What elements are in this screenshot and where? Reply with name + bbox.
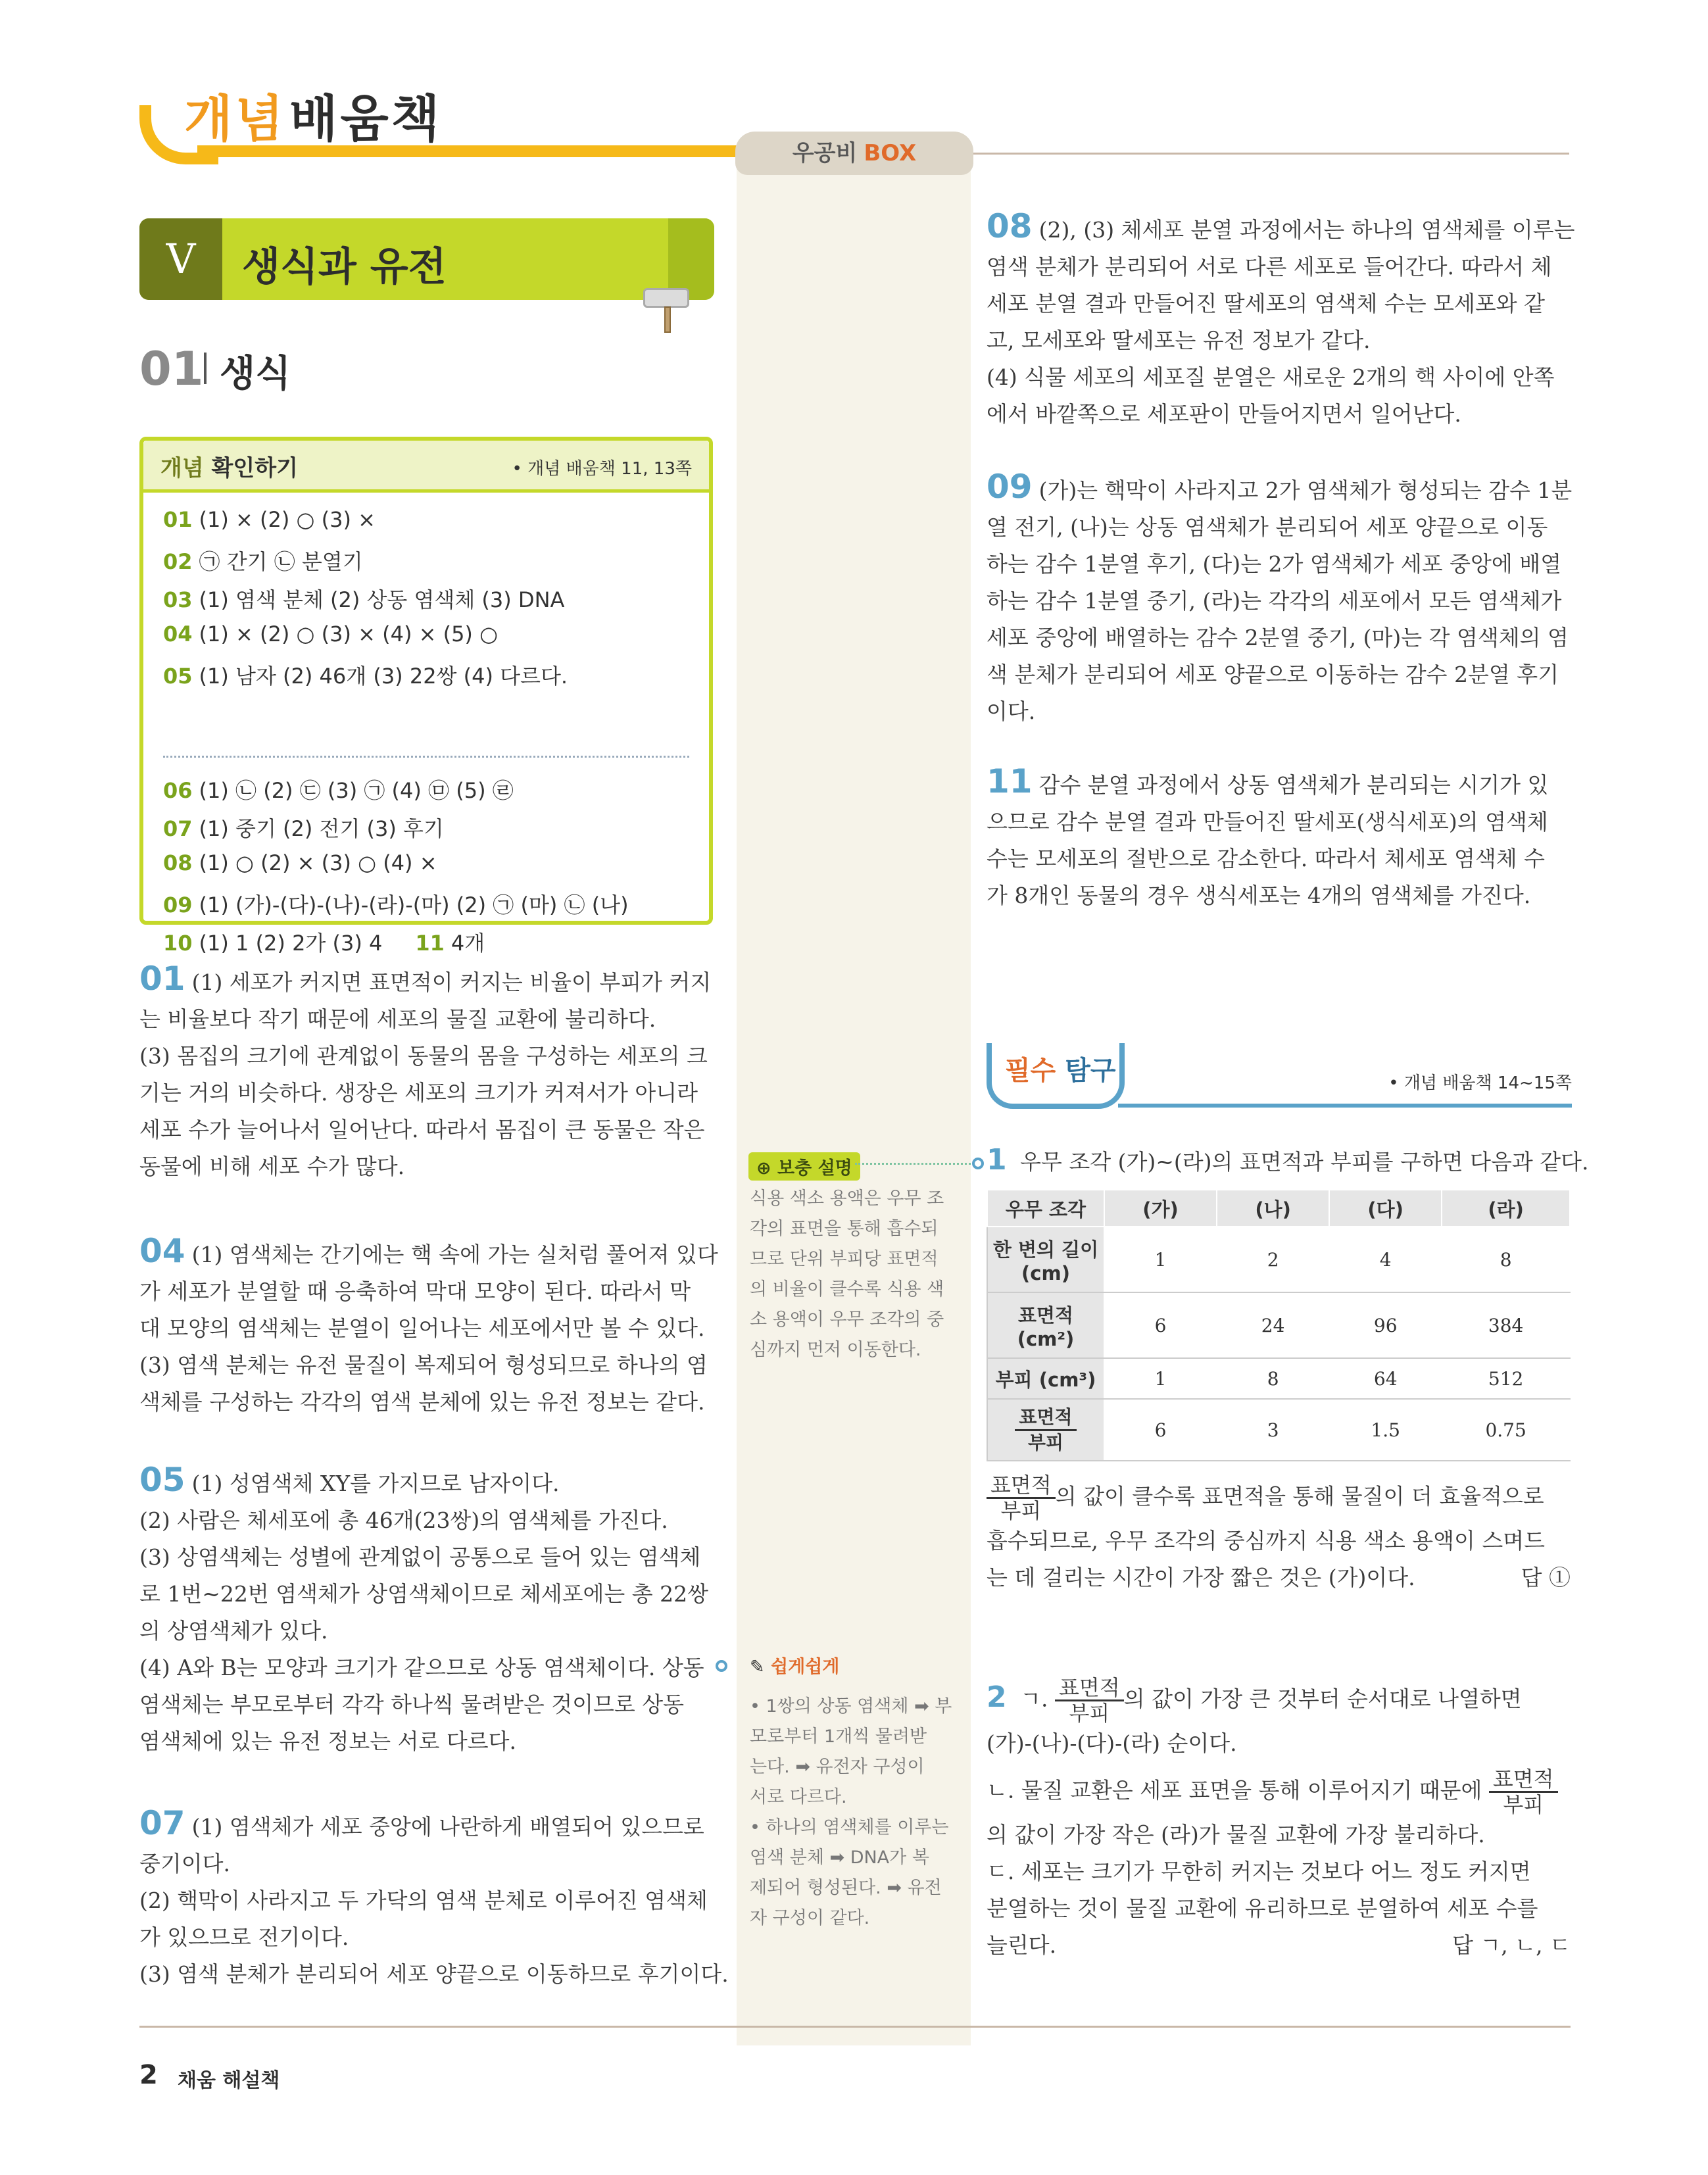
answer-mark: 답 ① [1521, 1565, 1571, 1590]
explanation-line: 세포 중앙에 배열하는 감수 2분열 중기, (마)는 각 염색체의 염 [987, 625, 1569, 650]
answer-line [163, 889, 629, 919]
explanation-11 [987, 763, 1571, 914]
explanation-line: 의 값이 클수록 표면적을 통해 물질이 더 효율적으로 [1055, 1483, 1544, 1509]
table-row [987, 1399, 1570, 1461]
note-line: 서로 다르다. [750, 1787, 847, 1807]
explanation-line: 는 비율보다 작기 때문에 세포의 물질 교환에 불리하다. [139, 1006, 656, 1032]
explanation-line: 수는 모세포의 절반으로 감소한다. 따라서 체세포 염색체 수 [987, 846, 1545, 871]
explanation-line: 가 세포가 분열할 때 응축하여 막대 모양이 된다. 따라서 막 [139, 1279, 691, 1304]
answer-line [163, 927, 485, 957]
ratio-fraction [987, 1473, 1056, 1523]
explanation-line: 이다. [987, 698, 1036, 724]
supplement-connector [855, 1163, 971, 1165]
box-tab-box: BOX [864, 140, 917, 166]
header-title-part1: 개념 [184, 89, 286, 148]
explanation-num: 11 [987, 762, 1033, 800]
explanation-num: 07 [139, 1804, 185, 1842]
answer-line [163, 660, 568, 690]
question-text: 우무 조각 (가)~(라)의 표면적과 부피를 구하면 다음과 같다. [1020, 1149, 1589, 1175]
answer-num: 08 [163, 850, 193, 875]
section-divider [204, 353, 207, 384]
answer-text: (1) 염색 분체 (2) 상동 염색체 (3) DNA [199, 587, 565, 612]
explanation-07 [139, 1804, 729, 1993]
check-title-b: 확인하기 [211, 455, 298, 481]
question-num: 1 [987, 1143, 1007, 1177]
explanation-line: 늘린다. [987, 1932, 1057, 1958]
explanation-line: (2) 핵막이 사라지고 두 가닥의 염색 분체로 이루어진 염색체 [139, 1888, 708, 1913]
answer-num: 04 [163, 622, 193, 647]
answer-num: 06 [163, 778, 193, 803]
note-line: 제되어 형성된다. ➡ 유전 [750, 1878, 942, 1898]
explanation-line: (1) 염색체가 세포 중앙에 나란하게 배열되어 있으므로 [191, 1814, 704, 1840]
answer-text: (1) 중기 (2) 전기 (3) 후기 [199, 816, 444, 841]
answer-num: 10 [163, 931, 193, 956]
table-cell: 384 [1442, 1292, 1570, 1358]
table-col: (다) [1329, 1190, 1442, 1227]
table-corner: 우무 조각 [987, 1190, 1104, 1227]
page-number: 2 [139, 2060, 158, 2090]
answer-text: (1) × (2) ○ (3) × (4) × (5) ○ [199, 622, 498, 647]
table-col: (가) [1104, 1190, 1217, 1227]
easy-label [750, 1652, 839, 1678]
ratio-fraction [1055, 1676, 1124, 1725]
explanation-line: (3) 염색 분체는 유전 물질이 복제되어 형성되므로 하나의 염 [139, 1352, 708, 1378]
explanation-09 [987, 468, 1571, 730]
answer-text: (1) 1 (2) 2가 (3) 4 [199, 931, 383, 956]
note-line: 염색 분체 ➡ DNA가 복 [750, 1847, 929, 1868]
answer-num: 01 [163, 507, 193, 532]
concept-check-box [139, 437, 713, 956]
row-label [987, 1399, 1104, 1461]
fraction-den: 부피 [1000, 1498, 1042, 1523]
explanation-line: (1) 세포가 커지면 표면적이 커지는 비율이 부피가 커지 [191, 969, 712, 995]
table-col: (라) [1442, 1190, 1570, 1227]
answer-mark: 답 ㄱ, ㄴ, ㄷ [1452, 1932, 1571, 1958]
explanation-line: 열 전기, (나)는 상동 염색체가 분리되어 세포 양끝으로 이동 [987, 514, 1548, 540]
explanation-line: 색체를 구성하는 각각의 염색 분체에 있는 유전 정보는 같다. [139, 1389, 705, 1415]
unit-banner [139, 218, 714, 300]
fraction-num: 표면적 [1489, 1767, 1558, 1793]
explanation-line: (3) 염색 분체가 분리되어 세포 양끝으로 이동하므로 후기이다. [139, 1961, 729, 1987]
explanation-line: ㄷ. 세포는 크기가 무한히 커지는 것보다 어느 정도 커지면 [987, 1859, 1531, 1884]
answer-text: 4개 [451, 931, 485, 956]
fraction-num: 표면적 [987, 1473, 1056, 1499]
explanation-line: 중기이다. [139, 1851, 231, 1876]
explanation-04 [139, 1232, 718, 1421]
fraction-num: 표면적 [1055, 1676, 1124, 1701]
question-num: 2 [987, 1680, 1007, 1714]
explanation-line: 의 값이 가장 작은 (라)가 물질 교환에 가장 불리하다. [987, 1822, 1485, 1847]
answer-num: 03 [163, 587, 193, 612]
answer-text: (1) 남자 (2) 46개 (3) 22쌍 (4) 다르다. [199, 664, 568, 689]
answer-line [163, 583, 564, 614]
explanation-num: 01 [139, 960, 185, 998]
explanation-line: 염색체에 있는 유전 정보는 서로 다르다. [139, 1728, 516, 1754]
note-line: • 하나의 염색체를 이루는 [750, 1817, 949, 1838]
header-title-part2: 배움책 [289, 89, 443, 148]
answer-text: (1) ○ (2) × (3) ○ (4) × [199, 850, 437, 875]
explanation-line: (2) 사람은 체세포에 총 46개(23쌍)의 염색체를 가진다. [139, 1507, 668, 1533]
table-cell: 96 [1329, 1292, 1442, 1358]
essential-explore-header [987, 1043, 1572, 1117]
explanation-line: 는 데 걸리는 시간이 가장 짧은 것은 (가)이다. [987, 1565, 1415, 1590]
explanation-line: 에서 바깥쪽으로 세포판이 만들어지면서 일어난다. [987, 401, 1461, 427]
table-cell: 6 [1104, 1399, 1217, 1461]
note-line: 각의 표면을 통해 흡수되 [750, 1219, 939, 1239]
table-cell: 1.5 [1329, 1399, 1442, 1461]
pencil-icon: ✎ [750, 1657, 771, 1677]
answer-line [163, 507, 376, 532]
explanation-line: 염색체는 부모로부터 각각 하나씩 물려받은 것이므로 상동 [139, 1692, 685, 1717]
explanation-line: 고, 모세포와 딸세포는 유전 정보가 같다. [987, 328, 1371, 353]
table-cell: 1 [1104, 1358, 1217, 1399]
supplement-dot [972, 1158, 984, 1169]
easy-dot [716, 1660, 727, 1672]
answer-num: 11 [415, 931, 445, 956]
question-1-explanation [987, 1473, 1571, 1596]
explanation-line: (4) A와 B는 모양과 크기가 같으므로 상동 염색체이다. 상동 [139, 1655, 704, 1680]
agar-table [987, 1189, 1571, 1461]
table-header-row [987, 1190, 1570, 1227]
answer-num: 05 [163, 664, 193, 689]
check-title [160, 450, 298, 482]
answer-text: ㉠ 간기 ㉡ 분열기 [199, 549, 363, 574]
explanation-line: 감수 분열 과정에서 상동 염색체가 분리되는 시기가 있 [1038, 772, 1549, 798]
explanation-line: 으므로 감수 분열 결과 만들어진 딸세포(생식세포)의 염색체 [987, 809, 1548, 835]
explanation-line: 대 모양의 염색체는 분열이 일어나는 세포에서만 볼 수 있다. [139, 1315, 705, 1341]
explanation-01 [139, 960, 714, 1185]
table-cell: 3 [1217, 1399, 1329, 1461]
note-line: 심까지 먼저 이동한다. [750, 1340, 921, 1360]
question-2 [987, 1676, 1571, 1964]
footer-rule [139, 2026, 1571, 2028]
explanation-line: 로 1번~22번 염색체가 상염색체이므로 체세포에는 총 22쌍 [139, 1581, 709, 1607]
ratio-fraction [1015, 1405, 1076, 1455]
explanation-05 [139, 1461, 714, 1760]
table-row [987, 1227, 1570, 1292]
check-title-a: 개념 [160, 455, 204, 481]
answer-text: (1) ㉡ (2) ㉢ (3) ㉠ (4) ㉤ (5) ㉣ [199, 778, 514, 803]
supplement-label [748, 1152, 860, 1181]
explanation-line: 세포 분열 결과 만들어진 딸세포의 염색체 수는 모세포와 같 [987, 291, 1545, 316]
explanation-line: (1) 성염색체 XY를 가지므로 남자이다. [191, 1471, 560, 1496]
row-label: 한 변의 길이(cm) [987, 1227, 1104, 1292]
explanation-line: (가)는 핵막이 사라지고 2가 염색체가 형성되는 감수 1분 [1038, 477, 1573, 503]
explanation-line: 분열하는 것이 물질 교환에 유리하므로 분열하여 세포 수를 [987, 1895, 1538, 1921]
easy-note [750, 1692, 952, 1934]
note-line: 식용 색소 용액은 우무 조 [750, 1188, 944, 1209]
explanation-line: 동물에 비해 세포 수가 많다. [139, 1154, 405, 1179]
unit-title: 생식과 유전 [242, 244, 447, 290]
explore-reference: • 개념 배움책 14~15쪽 [1388, 1073, 1572, 1093]
explanation-line: (4) 식물 세포의 세포질 분열은 새로운 2개의 핵 사이에 안쪽 [987, 364, 1555, 390]
explanation-line: 의 값이 가장 큰 것부터 순서대로 나열하면 [1123, 1686, 1522, 1712]
unit-roman: V [139, 218, 222, 300]
section-number: 01 [139, 342, 204, 396]
answer-num: 02 [163, 549, 193, 574]
fraction-num: 표면적 [1015, 1405, 1076, 1431]
explanation-08 [987, 207, 1575, 433]
fraction-den: 부피 [1069, 1701, 1110, 1726]
explanation-line: (1) 염색체는 간기에는 핵 속에 가는 실처럼 풀어져 있다 [191, 1242, 718, 1267]
explanation-line: (3) 상염색체는 성별에 관계없이 공통으로 들어 있는 염색체 [139, 1544, 701, 1570]
table-col: (나) [1217, 1190, 1329, 1227]
answer-num: 09 [163, 892, 193, 917]
table-cell: 6 [1104, 1292, 1217, 1358]
check-header [143, 441, 709, 489]
answer-line [163, 850, 437, 875]
explanation-num: 09 [987, 468, 1033, 506]
explanation-line: (가)-(나)-(다)-(라) 순이다. [987, 1730, 1237, 1756]
answer-line [163, 774, 514, 804]
explanation-line: 하는 감수 1분열 후기, (다)는 2가 염색체가 세포 중앙에 배열 [987, 551, 1561, 577]
easy-label-text: 쉽게쉽게 [771, 1657, 840, 1677]
explanation-line: 가 있으므로 전기이다. [139, 1924, 349, 1950]
explanation-line: (2), (3) 체세포 분열 과정에서는 하나의 염색체를 이루는 [1038, 217, 1575, 243]
explore-title-a: 필수 [1005, 1056, 1056, 1086]
table-cell: 8 [1442, 1227, 1570, 1292]
check-body [143, 489, 709, 956]
note-line: 므로 단위 부피당 표면적 [750, 1249, 939, 1269]
supplement-note [750, 1184, 944, 1365]
check-reference: • 개념 배움책 11, 13쪽 [512, 459, 692, 479]
fraction-den: 부피 [1503, 1792, 1544, 1817]
answer-line [163, 812, 444, 843]
row-label: 표면적 (cm²) [987, 1292, 1104, 1358]
note-line: 자 구성이 같다. [750, 1908, 870, 1928]
answer-line [163, 545, 363, 575]
table-cell: 64 [1329, 1358, 1442, 1399]
explanation-line: 가 8개인 동물의 경우 생식세포는 4개의 염색체를 가진다. [987, 883, 1531, 908]
explanation-line: 하는 감수 1분열 중기, (라)는 각각의 세포에서 모든 염색체가 [987, 588, 1562, 614]
paint-roller-handle [664, 306, 671, 333]
explanation-line: ㄴ. 물질 교환은 세포 표면을 통해 이루어지기 때문에 [987, 1777, 1482, 1803]
book-name: 채움 해설책 [178, 2069, 280, 2092]
explanation-line: 색 분체가 분리되어 세포 양끝으로 이동하는 감수 2분열 후기 [987, 662, 1559, 687]
paint-roller-icon [643, 288, 689, 308]
supplement-label-text: 보충 설명 [777, 1158, 852, 1179]
table-cell: 0.75 [1442, 1399, 1570, 1461]
explore-rule [1118, 1104, 1572, 1108]
table-cell: 1 [1104, 1227, 1217, 1292]
item-prefix: ㄱ. [1020, 1686, 1048, 1712]
box-tab-label: 우공비 [792, 140, 858, 166]
note-line: 의 비율이 클수록 식용 색 [750, 1279, 944, 1300]
table-cell: 512 [1442, 1358, 1570, 1399]
top-gray-rule [971, 153, 1569, 155]
table-cell: 8 [1217, 1358, 1329, 1399]
fraction-den: 부피 [1027, 1431, 1064, 1454]
table-row [987, 1292, 1570, 1358]
note-line: 소 용액이 우무 조각의 중 [750, 1309, 944, 1330]
explanation-line: 기는 거의 비슷하다. 생장은 세포의 크기가 커져서가 아니라 [139, 1080, 698, 1106]
explore-title-b: 탐구 [1065, 1056, 1116, 1086]
note-line: 모로부터 1개씩 물려받 [750, 1726, 927, 1747]
table-row [987, 1358, 1570, 1399]
section-title: 생식 [220, 353, 291, 395]
ratio-fraction [1489, 1767, 1558, 1817]
table-cell: 24 [1217, 1292, 1329, 1358]
explore-title [1005, 1050, 1116, 1087]
box-tab [735, 132, 973, 175]
table-cell: 2 [1217, 1227, 1329, 1292]
row-label: 부피 (cm³) [987, 1358, 1104, 1399]
explanation-line: 염색 분체가 분리되어 서로 다른 세포로 들어간다. 따라서 체 [987, 254, 1552, 280]
plus-icon: ⊕ [756, 1158, 778, 1179]
table-cell: 4 [1329, 1227, 1442, 1292]
check-divider [163, 756, 689, 758]
explanation-line: 세포 수가 늘어나서 일어난다. 따라서 몸집이 큰 동물은 작은 [139, 1117, 705, 1142]
explanation-line: 흡수되므로, 우무 조각의 중심까지 식용 색소 용액이 스며드 [987, 1528, 1545, 1553]
question-1 [987, 1142, 1589, 1181]
explanation-line: 의 상염색체가 있다. [139, 1618, 328, 1644]
explanation-line: (3) 몸집의 크기에 관계없이 동물의 몸을 구성하는 세포의 크 [139, 1043, 708, 1069]
note-line: • 1쌍의 상동 염색체 ➡ 부 [750, 1696, 952, 1717]
explanation-num: 08 [987, 207, 1033, 245]
answer-text: (1) × (2) ○ (3) × [199, 507, 376, 532]
note-line: 는다. ➡ 유전자 구성이 [750, 1757, 925, 1777]
answer-line [163, 622, 498, 647]
explanation-num: 05 [139, 1461, 185, 1499]
explanation-num: 04 [139, 1232, 185, 1270]
answer-text: (1) (가)-(다)-(나)-(라)-(마) (2) ㉠ (마) ㉡ (나) [199, 892, 629, 917]
answer-num: 07 [163, 816, 193, 841]
